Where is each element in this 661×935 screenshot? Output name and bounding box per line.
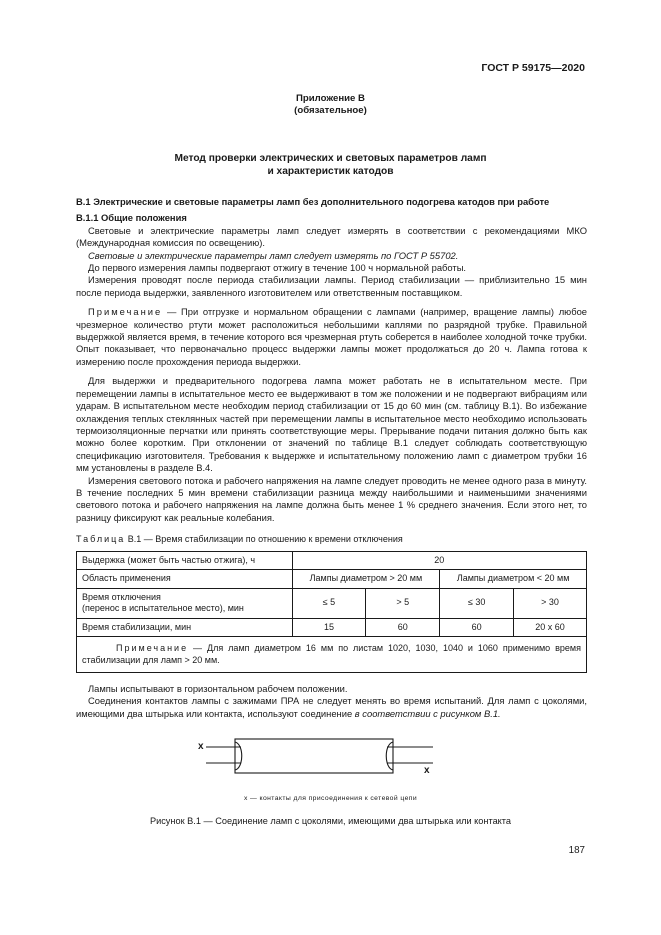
note-1-label: Примечание bbox=[88, 306, 163, 318]
paragraph-8-main: Соединения контактов лампы с зажимами ПРА не следует менять во время испытаний. Для ламп с цоколями, имеющими два штырька или контакта, используют соединение bbox=[76, 695, 587, 719]
figure-caption: Рисунок В.1 — Соединение ламп с цоколями, имеющими два штырька или контакта bbox=[149, 816, 512, 826]
method-title-line1: Метод проверки электрических и световых параметров ламп bbox=[174, 153, 487, 164]
table-cell: Время стабилизации, мин bbox=[77, 618, 293, 637]
right-contact-marker: х bbox=[424, 765, 430, 776]
paragraph-2: Световые и электрические параметры ламп следует измерять по ГОСТ Р 55702. bbox=[88, 249, 459, 261]
table-row bbox=[77, 570, 587, 589]
table-cell: Лампы диаметром > 20 мм bbox=[292, 570, 440, 589]
table-cell: ≤ 30 bbox=[440, 588, 514, 618]
lamp-tube bbox=[235, 739, 393, 773]
paragraph-3: До первого измерения лампы подвергают отжигу в течение 100 ч нормальной работы. bbox=[88, 262, 467, 274]
note-1 bbox=[76, 306, 587, 368]
table-cell: 20 х 60 bbox=[514, 618, 587, 637]
table-cell: 15 bbox=[292, 618, 366, 637]
table-note-text: — Для ламп диаметром 16 мм по листам 1020, 1030, 1040 и 1060 применимо время стабилизации для ламп > 20 мм. bbox=[82, 643, 581, 665]
paragraph-8 bbox=[76, 695, 587, 720]
section-b1-heading: В.1 Электрические и световые параметры ламп без дополнительного подогрева катодов при работе bbox=[76, 196, 550, 207]
method-title-line2: и характеристик катодов bbox=[267, 166, 394, 177]
table-cell-line: (перенос в испытательное место), мин bbox=[82, 603, 244, 614]
page-number: 187 bbox=[568, 845, 585, 856]
body-text bbox=[76, 196, 587, 720]
table-cell: Выдержка (может быть частью отжига), ч bbox=[77, 551, 293, 570]
annex-heading bbox=[0, 93, 661, 117]
figure-b1 bbox=[196, 733, 446, 791]
annex-status: (обязательное) bbox=[294, 105, 367, 116]
table-caption bbox=[76, 533, 587, 545]
paragraph-6: Измерения светового потока и рабочего напряжения на лампе следует проводить не менее одного раза в минуту. В течение последних 5 мин времени стабилизации разница между наибольшими и наименьшими значениями светового потока и рабочего напряжения на лампе должна быть менее 1 % среднего значения. Если этого нет, то разницу фиксируют как реальные колебания. bbox=[76, 474, 587, 523]
table-row bbox=[77, 551, 587, 570]
table-row bbox=[77, 618, 587, 637]
section-b11-heading: В.1.1 Общие положения bbox=[76, 212, 187, 224]
table-row bbox=[77, 588, 587, 618]
standard-header: ГОСТ Р 59175—2020 bbox=[481, 62, 585, 74]
table-cell: Область применения bbox=[77, 570, 293, 589]
table-cell: 60 bbox=[366, 618, 440, 637]
paragraph-5: Для выдержки и предварительного подогрева лампа может работать не в испытательном месте. При перемещении лампы в испытательное место ее выдерживают в том же положении и не подвергают вибрациям или ударам. В испытательном месте необходим период стабилизации от 15 до 60 мин (см. таблицу В.1). Во избежание охлаждения теплых стеклянных частей при перемещении лампы в испытательное место необходимо использовать термоизоляционные перчатки или принять соответствующие меры. Прерывание подачи питания должно быть как можно более коротким. При отклонении от значений по таблице В.1 следует соблюдать соответствующую спецификацию изготовителя. Требования к выдержке и испытательному положению ламп с диаметром трубки 16 мм установлены в разделе В.4. bbox=[76, 375, 587, 474]
left-cap bbox=[235, 742, 242, 770]
table-note-label: Примечание bbox=[116, 643, 189, 654]
table-cell: Лампы диаметром < 20 мм bbox=[440, 570, 587, 589]
table-cell: 60 bbox=[440, 618, 514, 637]
table-caption-label: Таблица bbox=[76, 534, 126, 545]
left-contact-marker: х bbox=[198, 741, 204, 752]
right-cap bbox=[386, 742, 393, 770]
method-title bbox=[0, 152, 661, 178]
table-cell bbox=[77, 588, 293, 618]
table-cell-line: Время отключения bbox=[82, 591, 161, 602]
table-cell: > 5 bbox=[366, 588, 440, 618]
table-cell: ≤ 5 bbox=[292, 588, 366, 618]
note-1-text: — При отгрузке и нормальном обращении с лампами (например, вращение лампы) любое чрезмерное количество ртути может расположиться небольшими каплями по разрядной трубке. Правильной выдержкой является время, в течение которого вся чрезмерная ртуть соберется в наиболее холодной точке трубки. Опыт показывает, что первоначально процесс выдержки лампы может продолжаться до 20 ч. Лампа готова к измерению после прохождения периода выдержки. bbox=[76, 306, 587, 367]
stabilization-table bbox=[76, 551, 587, 674]
table-note bbox=[77, 637, 587, 673]
table-caption-text: В.1 — Время стабилизации по отношению к времени отключения bbox=[125, 534, 403, 545]
table-cell: 20 bbox=[292, 551, 586, 570]
paragraph-4: Измерения проводят после периода стабилизации лампы. Период стабилизации — приблизительно 15 мин после периода выдержки, заявленного изготовителем или ответственным поставщиком. bbox=[76, 274, 587, 298]
table-row bbox=[77, 637, 587, 673]
paragraph-1: Световые и электрические параметры ламп следует измерять в соответствии с рекомендациями МКО (Международная комиссия по освещению). bbox=[76, 224, 587, 249]
table-cell: > 30 bbox=[514, 588, 587, 618]
paragraph-7: Лампы испытывают в горизонтальном рабочем положении. bbox=[88, 683, 348, 695]
annex-title: Приложение В bbox=[296, 93, 365, 104]
figure-legend: х — контакты для присоединения к сетевой цепи bbox=[243, 795, 418, 802]
lamp-connection-diagram bbox=[196, 733, 446, 788]
paragraph-8-reference: в соответствии с рисунком В.1. bbox=[354, 707, 501, 719]
